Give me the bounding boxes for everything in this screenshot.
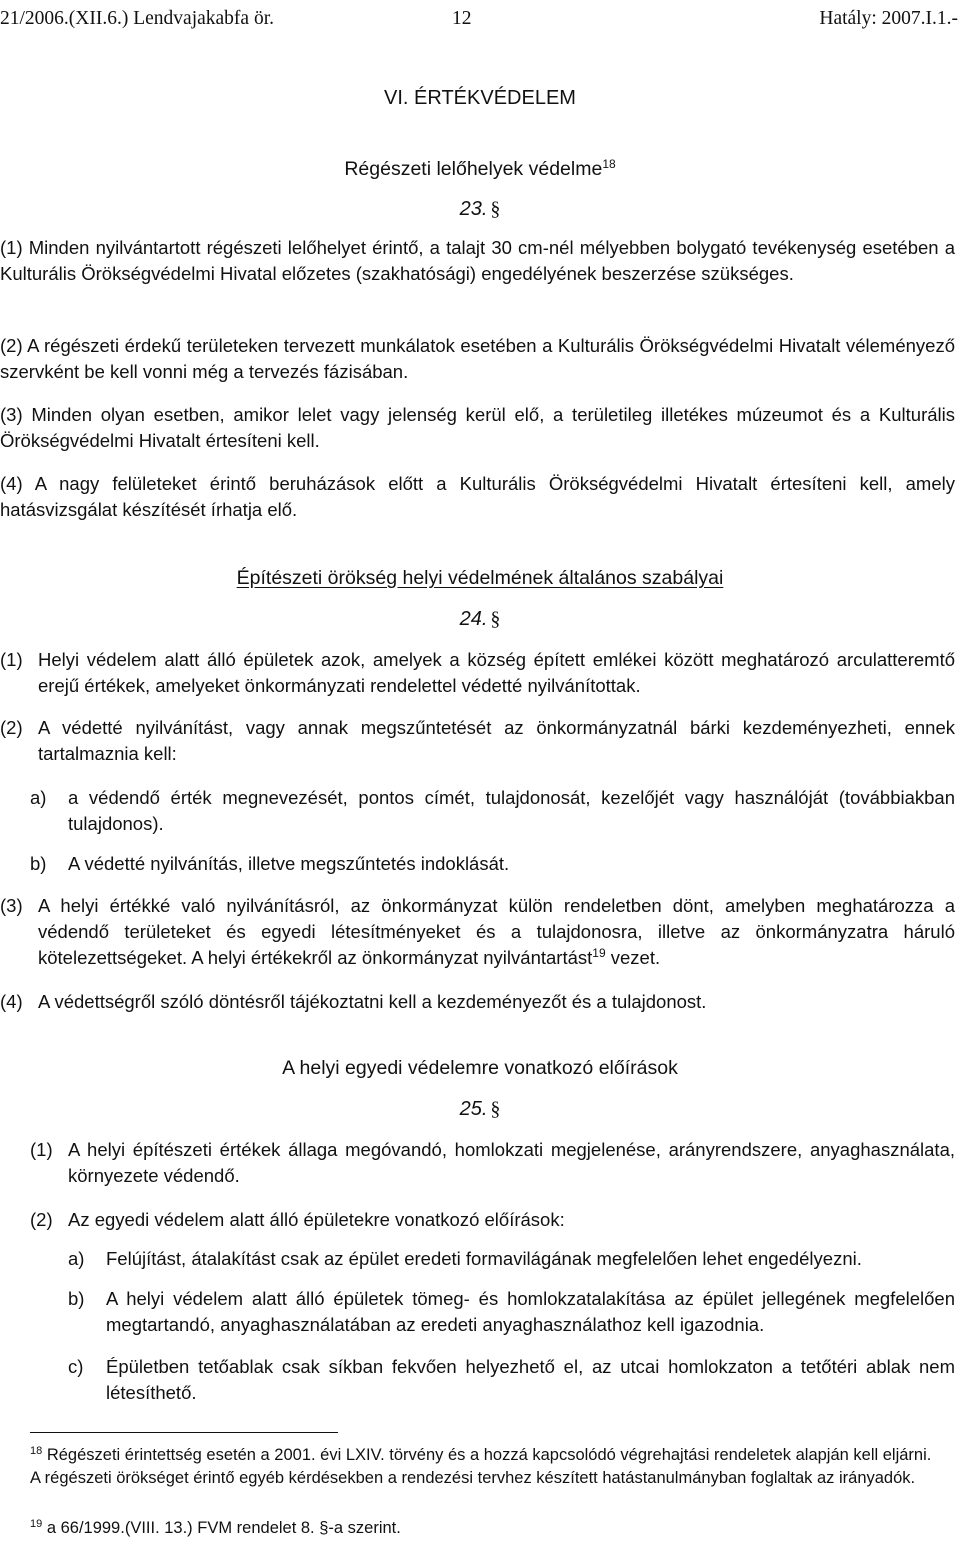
footnote-19: [30, 1517, 945, 1540]
paragraph-label: (4): [0, 991, 23, 1012]
item-text: A védetté nyilvánítás, illetve megszűntetés indoklását.: [68, 853, 510, 874]
item-text: A helyi védelem alatt álló épületek tömeg- és homlokzatalakítása az épület jellegének megfelelően megtartandó, anyaghasználatában az eredeti anyaghasználathoz kell igazodnia.: [106, 1288, 955, 1335]
footnote-ref-18[interactable]: 18: [602, 157, 616, 171]
footnote-18: [30, 1444, 945, 1489]
s24-item-b: [30, 851, 955, 877]
s25-paragraph-2: [30, 1207, 955, 1233]
section-23-number-text: 23.: [459, 198, 488, 220]
paragraph-text: A helyi építészeti értékek állaga megóvandó, homlokzati megjelenése, arányrendszere, anyaghasználata, környezete védendő.: [68, 1139, 955, 1186]
paragraph-label: (1): [30, 1139, 53, 1160]
item-label: a): [30, 787, 47, 808]
chapter-title: VI. ÉRTÉKVÉDELEM: [384, 87, 576, 109]
footnote-18-text: Régészeti érintettség esetén a 2001. évi LXIV. törvény és a hozzá kapcsolódó végrehajtási rendeletek alapján kell eljárni. A régészeti örökséget érintő egyéb kérdésekben a rendezési tervhez készített hatástanulmányban foglaltak az irányadók.: [30, 1446, 932, 1487]
footnote-18-mark: 18: [30, 1445, 43, 1457]
paragraph-text: [38, 893, 955, 971]
paragraph-text: Helyi védelem alatt álló épületek azok, amelyek a község épített emlékei között meghatározó arculatteremtő erejű értékek, amelyeket önkormányzati rendelettel védetté nyilvánítottak.: [38, 649, 955, 696]
s23-paragraph-3: (3) Minden olyan esetben, amikor lelet vagy jelenség kerül elő, a területileg illetékes múzeumot és a Kulturális Örökségvédelmi Hivatalt értesíteni kell.: [0, 404, 955, 451]
s25-item-b: [68, 1286, 955, 1338]
s25-paragraph-1: [30, 1137, 955, 1189]
section-sign-icon: §: [490, 1098, 501, 1120]
section-sign-icon: §: [490, 608, 501, 630]
section-25-heading-text: A helyi egyedi védelemre vonatkozó előírások: [282, 1057, 678, 1079]
section-25-heading: [0, 1055, 960, 1081]
paragraph-label: (1): [0, 649, 23, 670]
header-effective-date: Hatály: 2007.I.1.-: [819, 8, 958, 29]
section-24-heading: [0, 565, 960, 591]
paragraph-3-text: A helyi értékké való nyilvánításról, az önkormányzat külön rendeletben dönt, amelyben meghatározza a védendő területeket és egyedi létesítményeket és a tulajdonosra, illetve az önkormányzatra háruló kötelezettségeket. A helyi értékekről az önkormányzat nyilvántartást: [38, 895, 955, 968]
section-sign-icon: §: [490, 198, 501, 220]
footnote-separator: [30, 1432, 338, 1433]
s23-paragraph-2: (2) A régészeti érdekű területeken tervezett munkálatok esetében a Kulturális Örökségvédelmi Hivatalt véleményező szervként be kell vonni még a tervezés fázisában.: [0, 335, 955, 382]
item-label: b): [30, 853, 47, 874]
s25-item-a: [68, 1246, 955, 1272]
item-label: a): [68, 1248, 85, 1269]
s24-paragraph-2: [0, 715, 955, 767]
s23-paragraph-1: (1) Minden nyilvántartott régészeti lelőhelyet érintő, a talajt 30 cm-nél mélyebben bolygató tevékenység esetében a Kulturális Örökségvédelmi Hivatal előzetes (szakhatósági) engedélyének beszerzése szükséges.: [0, 237, 955, 284]
footnote-ref-19[interactable]: 19: [592, 946, 606, 960]
item-text: Épületben tetőablak csak síkban fekvően helyezhető el, az utcai homlokzaton a tetőtéri ablak nem létesíthető.: [106, 1356, 955, 1403]
s24-paragraph-3: [0, 893, 955, 971]
item-label: c): [68, 1356, 84, 1377]
footnote-19-mark: 19: [30, 1518, 43, 1530]
item-text: Felújítást, átalakítást csak az épület eredeti formavilágának megfelelően lehet engedélyezni.: [106, 1248, 862, 1269]
section-24-number: [0, 606, 960, 632]
paragraph-3-text-end: vezet.: [605, 947, 661, 968]
item-label: b): [68, 1288, 85, 1309]
s24-item-a: [30, 785, 955, 837]
section-25-number: [0, 1096, 960, 1122]
paragraph-label: (2): [0, 717, 23, 738]
section-23-number: [0, 196, 960, 222]
item-text: a védendő érték megnevezését, pontos címét, tulajdonosát, kezelőjét vagy használóját (továbbiakban tulajdonos).: [68, 787, 955, 834]
section-25-number-text: 25.: [459, 1098, 488, 1120]
paragraph-text: A védetté nyilvánítást, vagy annak megszűntetését az önkormányzatnál bárki kezdeményezheti, ennek tartalmaznia kell:: [38, 717, 955, 764]
s24-paragraph-4: [0, 989, 955, 1015]
paragraph-text: Az egyedi védelem alatt álló épületekre vonatkozó előírások:: [68, 1209, 565, 1230]
section-23-heading-text: Régészeti lelőhelyek védelme: [344, 158, 603, 180]
section-23-heading: [0, 156, 960, 182]
section-24-number-text: 24.: [459, 608, 488, 630]
paragraph-text: A védettségről szóló döntésről tájékoztatni kell a kezdeményezőt és a tulajdonost.: [38, 991, 707, 1012]
header-document-ref: 21/2006.(XII.6.) Lendvajakabfa ör.: [0, 8, 274, 29]
section-24-heading-text: Építészeti örökség helyi védelmének általános szabályai: [236, 567, 724, 589]
header-page-number: 12: [452, 8, 472, 29]
footnote-19-text: a 66/1999.(VIII. 13.) FVM rendelet 8. §-a szerint.: [42, 1519, 401, 1537]
paragraph-label: (3): [0, 895, 23, 916]
paragraph-label: (2): [30, 1209, 53, 1230]
s24-paragraph-1: [0, 647, 955, 699]
s23-paragraph-4: (4) A nagy felületeket érintő beruházások előtt a Kulturális Örökségvédelmi Hivatalt értesíteni kell, amely hatásvizsgálat készítését írhatja elő.: [0, 473, 955, 520]
s25-item-c: [68, 1354, 955, 1406]
